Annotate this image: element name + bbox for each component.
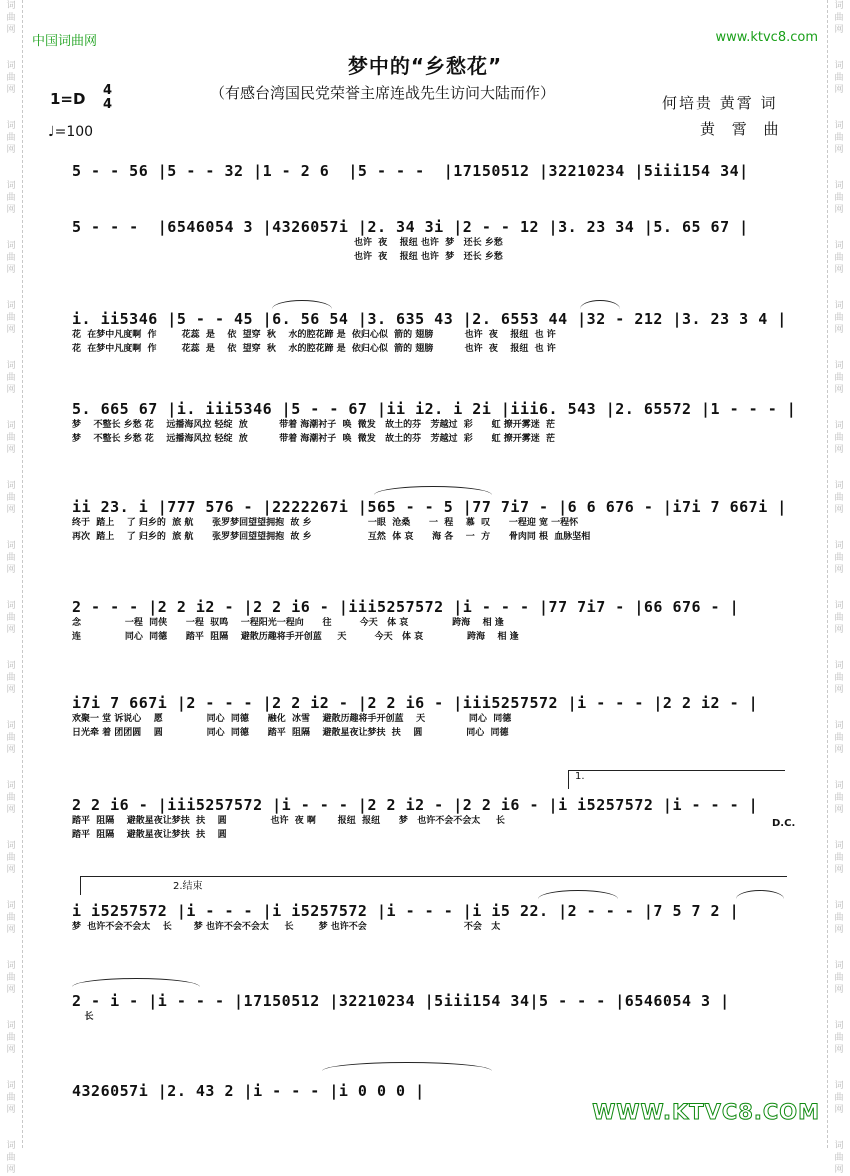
tempo-marking: ♩=100 bbox=[48, 124, 94, 140]
slur-mark bbox=[580, 300, 620, 309]
site-watermark: WWW.KTVC8.COM bbox=[592, 1100, 820, 1124]
notation-line: 5 - - 56 |5 - - 32 |1 - 2 6 |5 - - - |17150512 |32210234 |5iii154 34| bbox=[72, 162, 749, 180]
lyric-line: 也许 夜 报纽 也许 梦 还长 乡愁 bbox=[72, 252, 503, 262]
lyric-line: 花 在梦中凡度啊 作 花蕊 是 依 望穿 秋 水的腔花蹄 是 依归心似 箭的 翅膀 也许 夜 报纽 也 许 bbox=[72, 330, 556, 340]
notation-line: i i5257572 |i - - - |i i5257572 |i - - - |i i5 22. |2 - - - |7 5 7 2 | bbox=[72, 902, 740, 920]
notation-line: i7i 7 667i |2 - - - |2 2 i2 - |2 2 i6 - |iii5257572 |i - - - |2 2 i2 - | bbox=[72, 694, 759, 712]
left-margin-watermark: 词 曲 网 词 曲 网 词 曲 网 词 曲 网 词 曲 网 词 曲 网 词 曲 网 词 曲 网 词 曲 网 词 曲 网 词 曲 网 词 曲 网 词 曲 网 词 曲 网 词 曲 网 词 曲 网 词 曲 网 词 曲 网 词 曲 网 词 曲 网 bbox=[0, 0, 23, 1148]
notation-line: i. ii5346 |5 - - 45 |6. 56 54 |3. 635 43 |2. 6553 44 |32 - 212 |3. 23 3 4 | bbox=[72, 310, 787, 328]
notation-line: 5. 665 67 |i. iii5346 |5 - - 67 |ii i2. i 2i |iii6. 543 |2. 65572 |1 - - - | bbox=[72, 400, 797, 418]
slur-mark bbox=[322, 1062, 492, 1071]
notation-line: ii 23. i |777 576 - |2222267i |565 - - 5 |77 7i7 - |6 6 676 - |i7i 7 667i | bbox=[72, 498, 787, 516]
time-signature bbox=[103, 84, 112, 112]
lyric-line: 念 一程 同侠 一程 驭鸣 一程阳光一程向 往 今天 体 哀 跨海 相 逢 bbox=[72, 618, 504, 628]
notation-line: 5 - - - |6546054 3 |4326057i |2. 34 3i |2 - - 12 |3. 23 34 |5. 65 67 | bbox=[72, 218, 749, 236]
lyric-line: 再次 踏上 了 归乡的 旅 航 张罗梦回望望拥抱 故 乡 互然 体 哀 海 各 一 方 骨肉同 根 血脉坚相 bbox=[72, 532, 591, 542]
slur-mark bbox=[72, 978, 200, 987]
lyric-line: 花 在梦中凡度啊 作 花蕊 是 依 望穿 秋 水的腔花蹄 是 依归心似 箭的 翅膀 也许 夜 报纽 也 许 bbox=[72, 344, 556, 354]
score-system-9 bbox=[72, 902, 787, 934]
page-title: 梦中的“乡愁花” bbox=[347, 54, 503, 78]
composer-credit: 黄 霄 曲 bbox=[700, 120, 785, 138]
lyric-line: 也许 夜 报纽 也许 梦 还长 乡愁 bbox=[72, 238, 503, 248]
subtitle: （有感台湾国民党荣誉主席连战先生访问大陆而作） bbox=[210, 84, 556, 102]
site-name[interactable]: 中国词曲网 bbox=[32, 34, 98, 49]
lyric-line: 梦 不整长 乡愁 花 远播海风拉 轻绽 放 带着 海潮衬子 唤 微发 故土的芬 芳越过 彩 虹 撩开雾迷 茫 bbox=[72, 420, 556, 430]
volta-2-label: 2.结束 bbox=[173, 881, 203, 892]
score-system-7 bbox=[72, 694, 787, 740]
lyric-line: 梦 也许不会不会太 长 梦 也许不会不会太 长 梦 也许不会 不会 太 bbox=[72, 922, 501, 932]
score-system-5 bbox=[72, 498, 787, 544]
slur-mark bbox=[272, 300, 332, 309]
notation-line: 2 2 i6 - |iii5257572 |i - - - |2 2 i2 - |2 2 i6 - |i i5257572 |i - - - | bbox=[72, 796, 759, 814]
score-system-3 bbox=[72, 310, 787, 356]
volta-bracket-2 bbox=[80, 876, 787, 895]
lyricist-credit: 何培贵 黄霄 词 bbox=[662, 94, 778, 112]
score-system-1 bbox=[72, 162, 787, 180]
lyric-line: 终于 踏上 了 归乡的 旅 航 张罗梦回望望拥抱 故 乡 一眼 沧桑 一 程 慕 叹 一程迎 宽 一程怀 bbox=[72, 518, 579, 528]
notation-line: 2 - i - |i - - - |17150512 |32210234 |5iii154 34|5 - - - |6546054 3 | bbox=[72, 992, 730, 1010]
lyric-line: 日光牵 着 团团圆 圆 同心 同德 踏平 阻隔 避散星夜让梦扶 扶 圆 同心 同德 bbox=[72, 728, 509, 738]
lyric-line: 连 同心 同德 踏平 阻隔 避散历趣将手开创蓝 天 今天 体 哀 跨海 相 逢 bbox=[72, 632, 519, 642]
right-margin-watermark: 词 曲 网 词 曲 网 词 曲 网 词 曲 网 词 曲 网 词 曲 网 词 曲 网 词 曲 网 词 曲 网 词 曲 网 词 曲 网 词 曲 网 词 曲 网 词 曲 网 词 曲 网 词 曲 网 词 曲 网 词 曲 网 词 曲 网 词 曲 网 bbox=[827, 0, 850, 1148]
lyric-line: 梦 不整长 乡愁 花 远播海风拉 轻绽 放 带着 海潮衬子 唤 微发 故土的芬 芳越过 彩 虹 撩开雾迷 茫 bbox=[72, 434, 556, 444]
notation-line: 4326057i |2. 43 2 |i - - - |i 0 0 0 | bbox=[72, 1082, 425, 1100]
lyric-line: 踏平 阻隔 避散星夜让梦扶 扶 圆 也许 夜 啊 报纽 报纽 梦 也许不会不会太 长 bbox=[72, 816, 505, 826]
site-url[interactable]: www.ktvc8.com bbox=[715, 30, 818, 45]
slur-mark bbox=[374, 486, 492, 495]
lyric-line: 踏平 阻隔 避散星夜让梦扶 扶 圆 bbox=[72, 830, 227, 840]
score-system-8 bbox=[72, 796, 787, 842]
score-system-4 bbox=[72, 400, 797, 446]
time-bottom: 4 bbox=[103, 97, 113, 112]
score-system-2 bbox=[72, 218, 787, 264]
score-system-10 bbox=[72, 992, 787, 1024]
score-system-11 bbox=[72, 1082, 787, 1100]
da-capo-mark: D.C. bbox=[772, 818, 796, 829]
volta-bracket-1 bbox=[568, 770, 785, 789]
time-top: 4 bbox=[103, 83, 113, 98]
score-system-6 bbox=[72, 598, 787, 644]
notation-line: 2 - - - |2 2 i2 - |2 2 i6 - |iii5257572 |i - - - |77 7i7 - |66 676 - | bbox=[72, 598, 740, 616]
volta-1-label: 1. bbox=[575, 771, 585, 782]
key-signature: 1=D bbox=[50, 90, 86, 108]
lyric-line: 欢聚一 堂 诉说心 愿 同心 同德 融化 冰雪 避散历趣将手开创蓝 天 同心 同德 bbox=[72, 714, 512, 724]
lyric-line: 长 bbox=[72, 1012, 94, 1022]
